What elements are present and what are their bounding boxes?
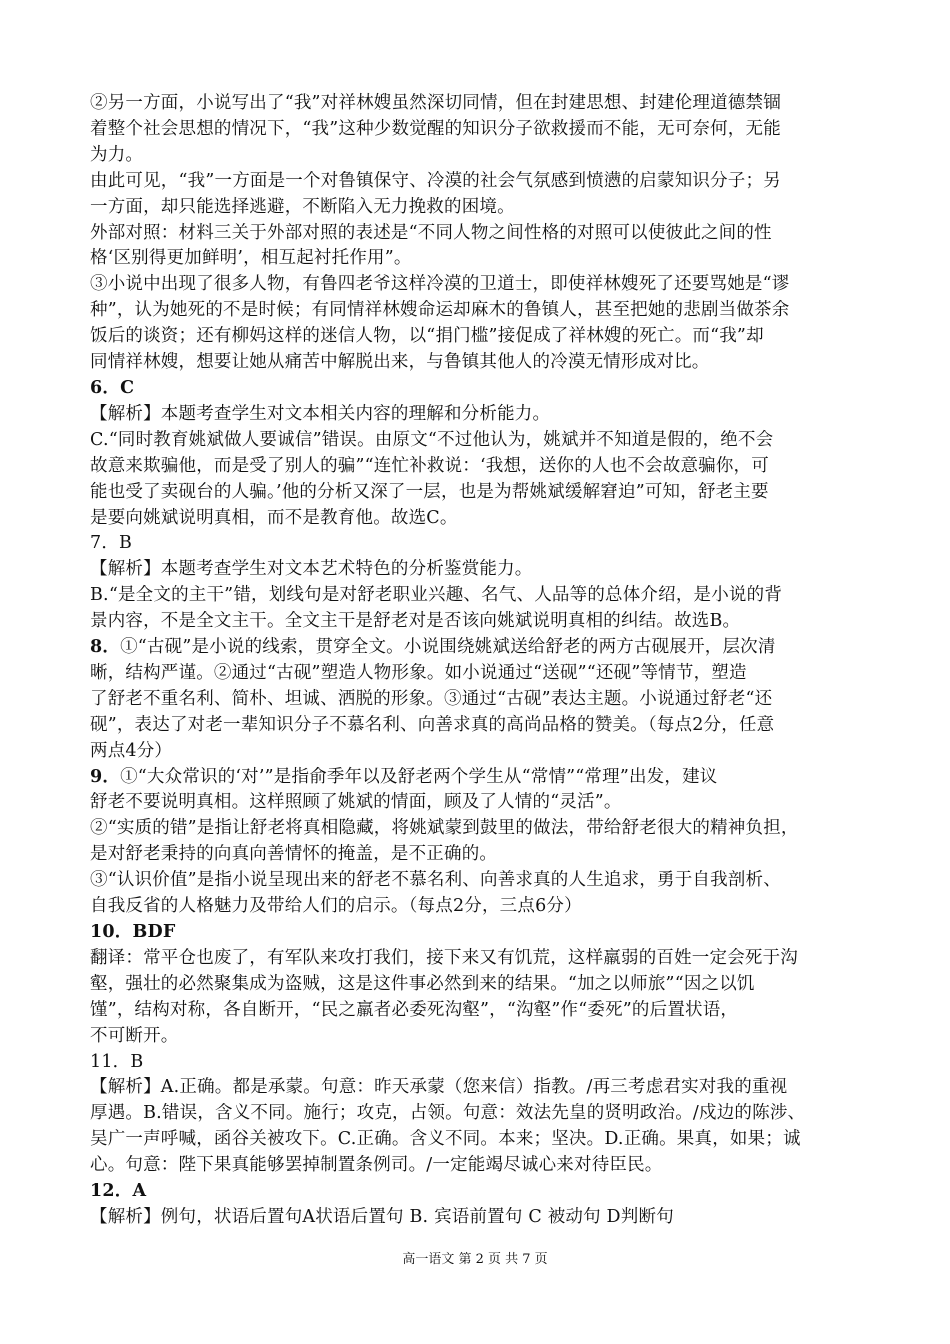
text-line: 自我反省的人格魅力及带给人们的启示。（每点2分，三点6分） xyxy=(90,896,582,917)
text-line: C.“同时教育姚斌做人要诚信”错误。由原文“不过他认为，姚斌并不知道是假的，绝不会 xyxy=(90,429,774,450)
text-line: 11．B xyxy=(90,1051,144,1072)
text-line: 9．①“大众常识的‘对’”是指俞季年以及舒老两个学生从“常情”“常理”出发，建议 xyxy=(90,766,718,787)
text-line: 能也受了卖砚台的人骗。’他的分析又深了一层，也是为帮姚斌缓解窘迫”可知，舒老主要 xyxy=(90,481,769,502)
text-line: 【解析】本题考查学生对文本艺术特色的分析鉴赏能力。 xyxy=(90,559,533,580)
text-line: 外部对照：材料三关于外部对照的表述是“不同人物之间性格的对照可以使彼此之间的性 xyxy=(90,222,772,243)
text-line: ③小说中出现了很多人物，有鲁四老爷这样冷漠的卫道士，即使祥林嫂死了还要骂她是“谬 xyxy=(90,274,790,295)
text-line: 10．BDF xyxy=(90,922,176,942)
page-footer: 高一语文 第 2 页 共 7 页 xyxy=(402,1252,548,1267)
text-line: ③“认识价值”是指小说呈现出来的舒老不慕名利、向善求真的人生追求，勇于自我剖析、 xyxy=(90,870,781,891)
text-line: 格‘区别得更加鲜明’，相互起衬托作用”。 xyxy=(90,248,412,269)
text-line: 砚”，表达了对老一辈知识分子不慕名利、向善求真的高尚品格的赞美。（每点2分，任意 xyxy=(90,714,775,735)
text-line: 是对舒老秉持的向真向善情怀的掩盖，是不正确的。 xyxy=(90,844,498,865)
text-line: 厚遇。B.错误，含义不同。施行；攻克，占领。句意：效法先皇的贤明政治。/戍边的陈涉、 xyxy=(90,1103,806,1124)
text-line: 心。句意：陛下果真能够罢掉制置条例司。/一定能竭尽诚心来对待臣民。 xyxy=(90,1155,663,1176)
text-line: 为力。 xyxy=(90,144,144,165)
text-line: 舒老不要说明真相。这样照顾了姚斌的情面，顾及了人情的“灵活”。 xyxy=(90,792,622,813)
text-line: 晰，结构严谨。②通过“古砚”塑造人物形象。如小说通过“送砚”“还砚”等情节，塑造 xyxy=(90,662,747,683)
text-line: 6．C xyxy=(90,377,135,398)
text-line: 饭后的谈资；还有柳妈这样的迷信人物，以“捐门槛”接促成了祥林嫂的死亡。而“我”却 xyxy=(90,326,764,347)
text-line: 7．B xyxy=(90,533,133,554)
text-line: 两点4分） xyxy=(90,740,173,761)
text-line: 12．A xyxy=(90,1181,147,1202)
text-line: 故意来欺骗他，而是受了别人的骗”“连忙补救说：‘我想，送你的人也不会故意骗你，可 xyxy=(90,455,769,476)
text-line: 【解析】例句，状语后置句A状语后置句 B. 宾语前置句 C 被动句 D判断句 xyxy=(90,1206,674,1227)
text-line: 馑”，结构对称，各自断开，“民之羸者必委死沟壑”，“沟壑”作“委死”的后置状语， xyxy=(90,999,739,1020)
text-line: 种”，认为她死的不是时候；有同情祥林嫂命运却麻木的鲁镇人，甚至把她的悲剧当做茶余 xyxy=(90,300,790,321)
text-line: 不可断开。 xyxy=(90,1025,179,1046)
text-line: 壑，强壮的必然聚集成为盗贼，这是这件事必然到来的结果。“加之以师旅”“因之以饥 xyxy=(90,973,755,994)
text-line: 由此可见，“我”一方面是一个对鲁镇保守、冷漠的社会气氛感到愤懑的启蒙知识分子；另 xyxy=(90,170,781,191)
document-body xyxy=(90,91,870,1231)
text-line: 吴广一声呼喊，函谷关被攻下。C.正确。含义不同。本来；坚决。D.正确。果真，如果；诚 xyxy=(90,1129,801,1150)
text-line: 了舒老不重名利、简朴、坦诚、洒脱的形象。③通过“古砚”表达主题。小说通过舒老“还 xyxy=(90,688,773,709)
text-line: 是要向姚斌说明真相，而不是教育他。故选C。 xyxy=(90,507,458,528)
text-line: 景内容，不是全文主干。全文主干是舒老对是否该向姚斌说明真相的纠结。故选B。 xyxy=(90,611,741,632)
text-line: 翻译：常平仓也废了，有军队来攻打我们，接下来又有饥荒，这样羸弱的百姓一定会死于沟 xyxy=(90,947,798,968)
text-line: 【解析】A.正确。都是承蒙。句意：昨天承蒙（您来信）指教。/再三考虑君实对我的重视 xyxy=(90,1077,788,1098)
text-line: ②另一方面，小说写出了“我”对祥林嫂虽然深切同情，但在封建思想、封建伦理道德禁锢 xyxy=(90,93,781,113)
text-line: 着整个社会思想的情况下，“我”这种少数觉醒的知识分子欲救援而不能，无可奈何，无能 xyxy=(90,118,781,139)
text-line: 8．①“古砚”是小说的线索，贯穿全文。小说围绕姚斌送给舒老的两方古砚展开，层次清 xyxy=(90,637,776,658)
text-line: B.“是全文的主干”错，划线句是对舒老职业兴趣、名气、人品等的总体介绍，是小说的背 xyxy=(90,585,783,606)
text-line: 同情祥林嫂，想要让她从痛苦中解脱出来，与鲁镇其他人的冷漠无情形成对比。 xyxy=(90,352,710,373)
text-line: 一方面，却只能选择逃避，不断陷入无力挽救的困境。 xyxy=(90,196,515,217)
text-line: ②“实质的错”是指让舒老将真相隐藏，将姚斌蒙到鼓里的做法，带给舒老很大的精神负担， xyxy=(90,818,799,839)
text-line: 【解析】本题考查学生对文本相关内容的理解和分析能力。 xyxy=(90,403,551,424)
